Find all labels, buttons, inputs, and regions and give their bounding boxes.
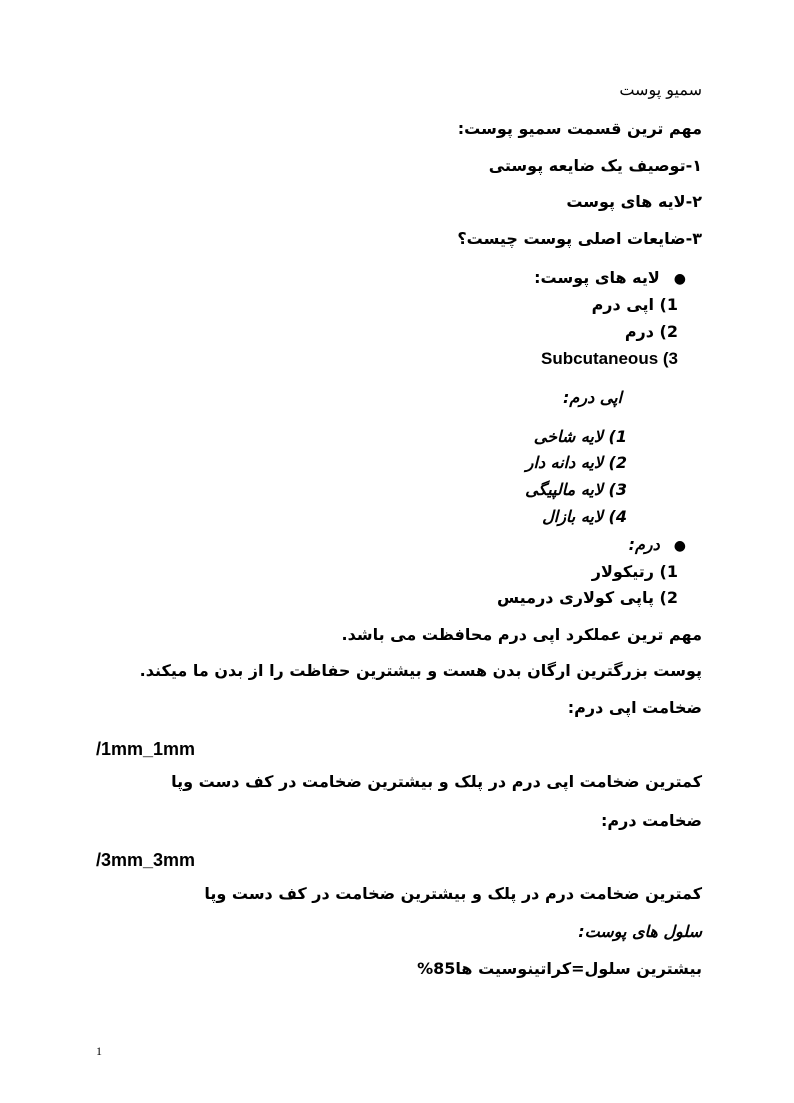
point-1: ۱-توصیف یک ضایعه پوستی (488, 156, 702, 175)
main-heading: مهم ترین قسمت سمیو پوست: (457, 119, 702, 138)
skin-layers-label (534, 270, 686, 286)
epidermis-item: 2) لایه دانه دار (525, 453, 627, 472)
document-title: سمیو پوست (619, 80, 702, 99)
skin-layer-item: 2) درم (624, 322, 678, 341)
dermis-label-text: درم: (628, 535, 660, 554)
point-2: ۲-لایه های پوست (566, 192, 702, 211)
page-number: 1 (96, 1044, 102, 1058)
epidermis-thickness-label: ضخامت اپی درم: (567, 698, 702, 717)
epidermis-item: 3) لایه مالپیگی (525, 480, 627, 499)
skin-layer-item: Subcutaneous (3 (541, 349, 678, 368)
dermis-label (629, 537, 686, 553)
dermis-thickness-note: کمترین ضخامت درم در پلک و بیشترین ضخامت در کف دست وپا (204, 884, 702, 903)
epidermis-thickness-note: کمترین ضخامت اپی درم در پلک و بیشترین ضخامت در کف دست وپا (171, 772, 702, 791)
dermis-item: 1) رتیکولار (591, 562, 678, 581)
function-paragraph: مهم ترین عملکرد اپی درم محافظت می باشد. (341, 625, 702, 644)
epidermis-thickness-value: /1mm_1mm (96, 739, 196, 759)
dermis-item: 2) پاپی کولاری درمیس (497, 588, 678, 607)
dermis-thickness-label: ضخامت درم: (601, 811, 702, 830)
dermis-thickness-value: /3mm_3mm (96, 850, 196, 870)
cells-note: بیشترین سلول=کراتینوسیت ها85% (417, 959, 702, 978)
bullet-icon: ● (673, 538, 686, 554)
epidermis-item: 4) لایه بازال (542, 507, 627, 526)
skin-layers-label-text: لایه های پوست: (534, 268, 660, 287)
point-3: ۳-ضایعات اصلی پوست چیست؟ (457, 229, 702, 248)
bullet-icon: ● (673, 271, 686, 287)
epidermis-label: اپی درم: (563, 388, 622, 407)
cells-label: سلول های پوست: (578, 922, 702, 941)
epidermis-item: 1) لایه شاخی (533, 427, 627, 446)
skin-layer-item: 1) اپی درم (591, 295, 678, 314)
largest-organ-paragraph: پوست بزرگترین ارگان بدن هست و بیشترین حفاظت را از بدن ما میکند. (139, 661, 702, 680)
